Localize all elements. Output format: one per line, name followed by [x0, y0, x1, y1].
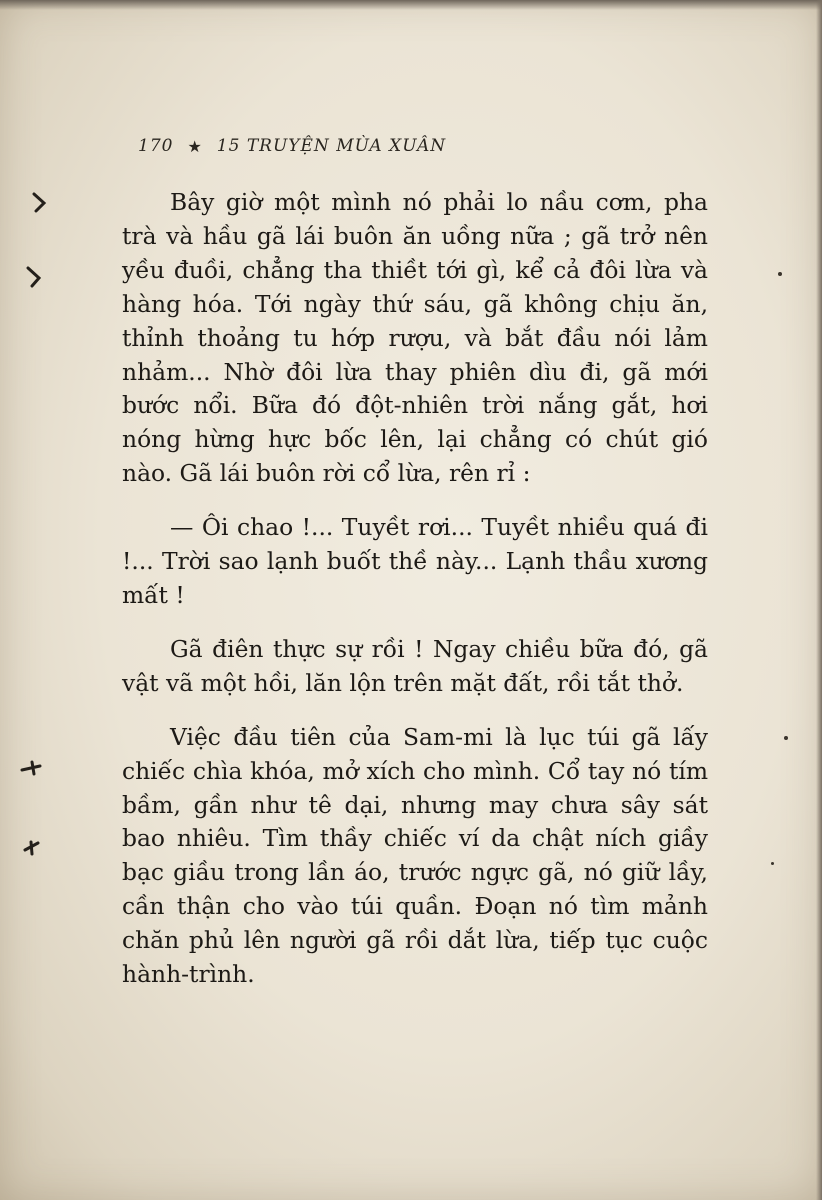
- star-separator-icon: ★: [187, 136, 203, 156]
- binding-mark-icon: [22, 838, 42, 858]
- book-title: 15 TRUYỆN MÙA XUÂN: [216, 136, 447, 156]
- paragraph-3: Gã điên thực sự rồi ! Ngay chiều bữa đó, gã vật vã một hồi, lăn lộn trên mặt đất, rồi tắt thở.: [122, 634, 708, 697]
- binding-mark-icon: [30, 192, 50, 214]
- running-header: [138, 136, 446, 156]
- page-top-edge: [0, 0, 822, 10]
- binding-mark-icon: [20, 760, 42, 778]
- page-body: [122, 186, 708, 992]
- paper-speck: [784, 736, 788, 740]
- paragraph-1: Bây giờ một mình nó phải lo nầu cơm, pha trà và hầu gã lái buôn ăn uồng nữa ; gã trở nên yều đuồi, chẳng tha thiềt tới gì, kể cả đôi lừa và hàng hóa. Tới ngày thứ sáu, gã không chịu ăn, thỉnh thoảng tu hớp rượu, và bắt đầu nói lảm nhảm... Nhờ đôi lừa thay phiên dìu đi, gã mới bước nổi. Bữa đó đột-nhiên trời nắng gắt, hơi nóng hừng hực bốc lên, lại chẳng có chút gió nào. Gã lái buôn rời cổ lừa, rên rỉ :: [122, 188, 708, 488]
- page-right-edge: [816, 0, 822, 1200]
- paper-speck: [778, 272, 782, 276]
- paper-speck: [771, 862, 774, 865]
- paragraph-4: Việc đầu tiên của Sam-mi là lục túi gã lấy chiếc chìa khóa, mở xích cho mình. Cổ tay nó tím bầm, gần như tê dại, nhưng may chưa sây sát bao nhiêu. Tìm thầy chiếc ví da chật ních giầy bạc giầu trong lần áo, trước ngực gã, nó giữ lầy, cần thận cho vào túi quần. Đoạn nó tìm mảnh chăn phủ lên người gã rồi dắt lừa, tiếp tục cuộc hành-trình.: [122, 722, 708, 989]
- page-number: 170: [138, 136, 174, 156]
- binding-mark-icon: [24, 266, 44, 288]
- paragraph-2: — Ôi chao !... Tuyềt rơi... Tuyềt nhiều quá đi !... Trời sao lạnh buốt thề này... Lạnh thầu xương mất !: [122, 513, 708, 609]
